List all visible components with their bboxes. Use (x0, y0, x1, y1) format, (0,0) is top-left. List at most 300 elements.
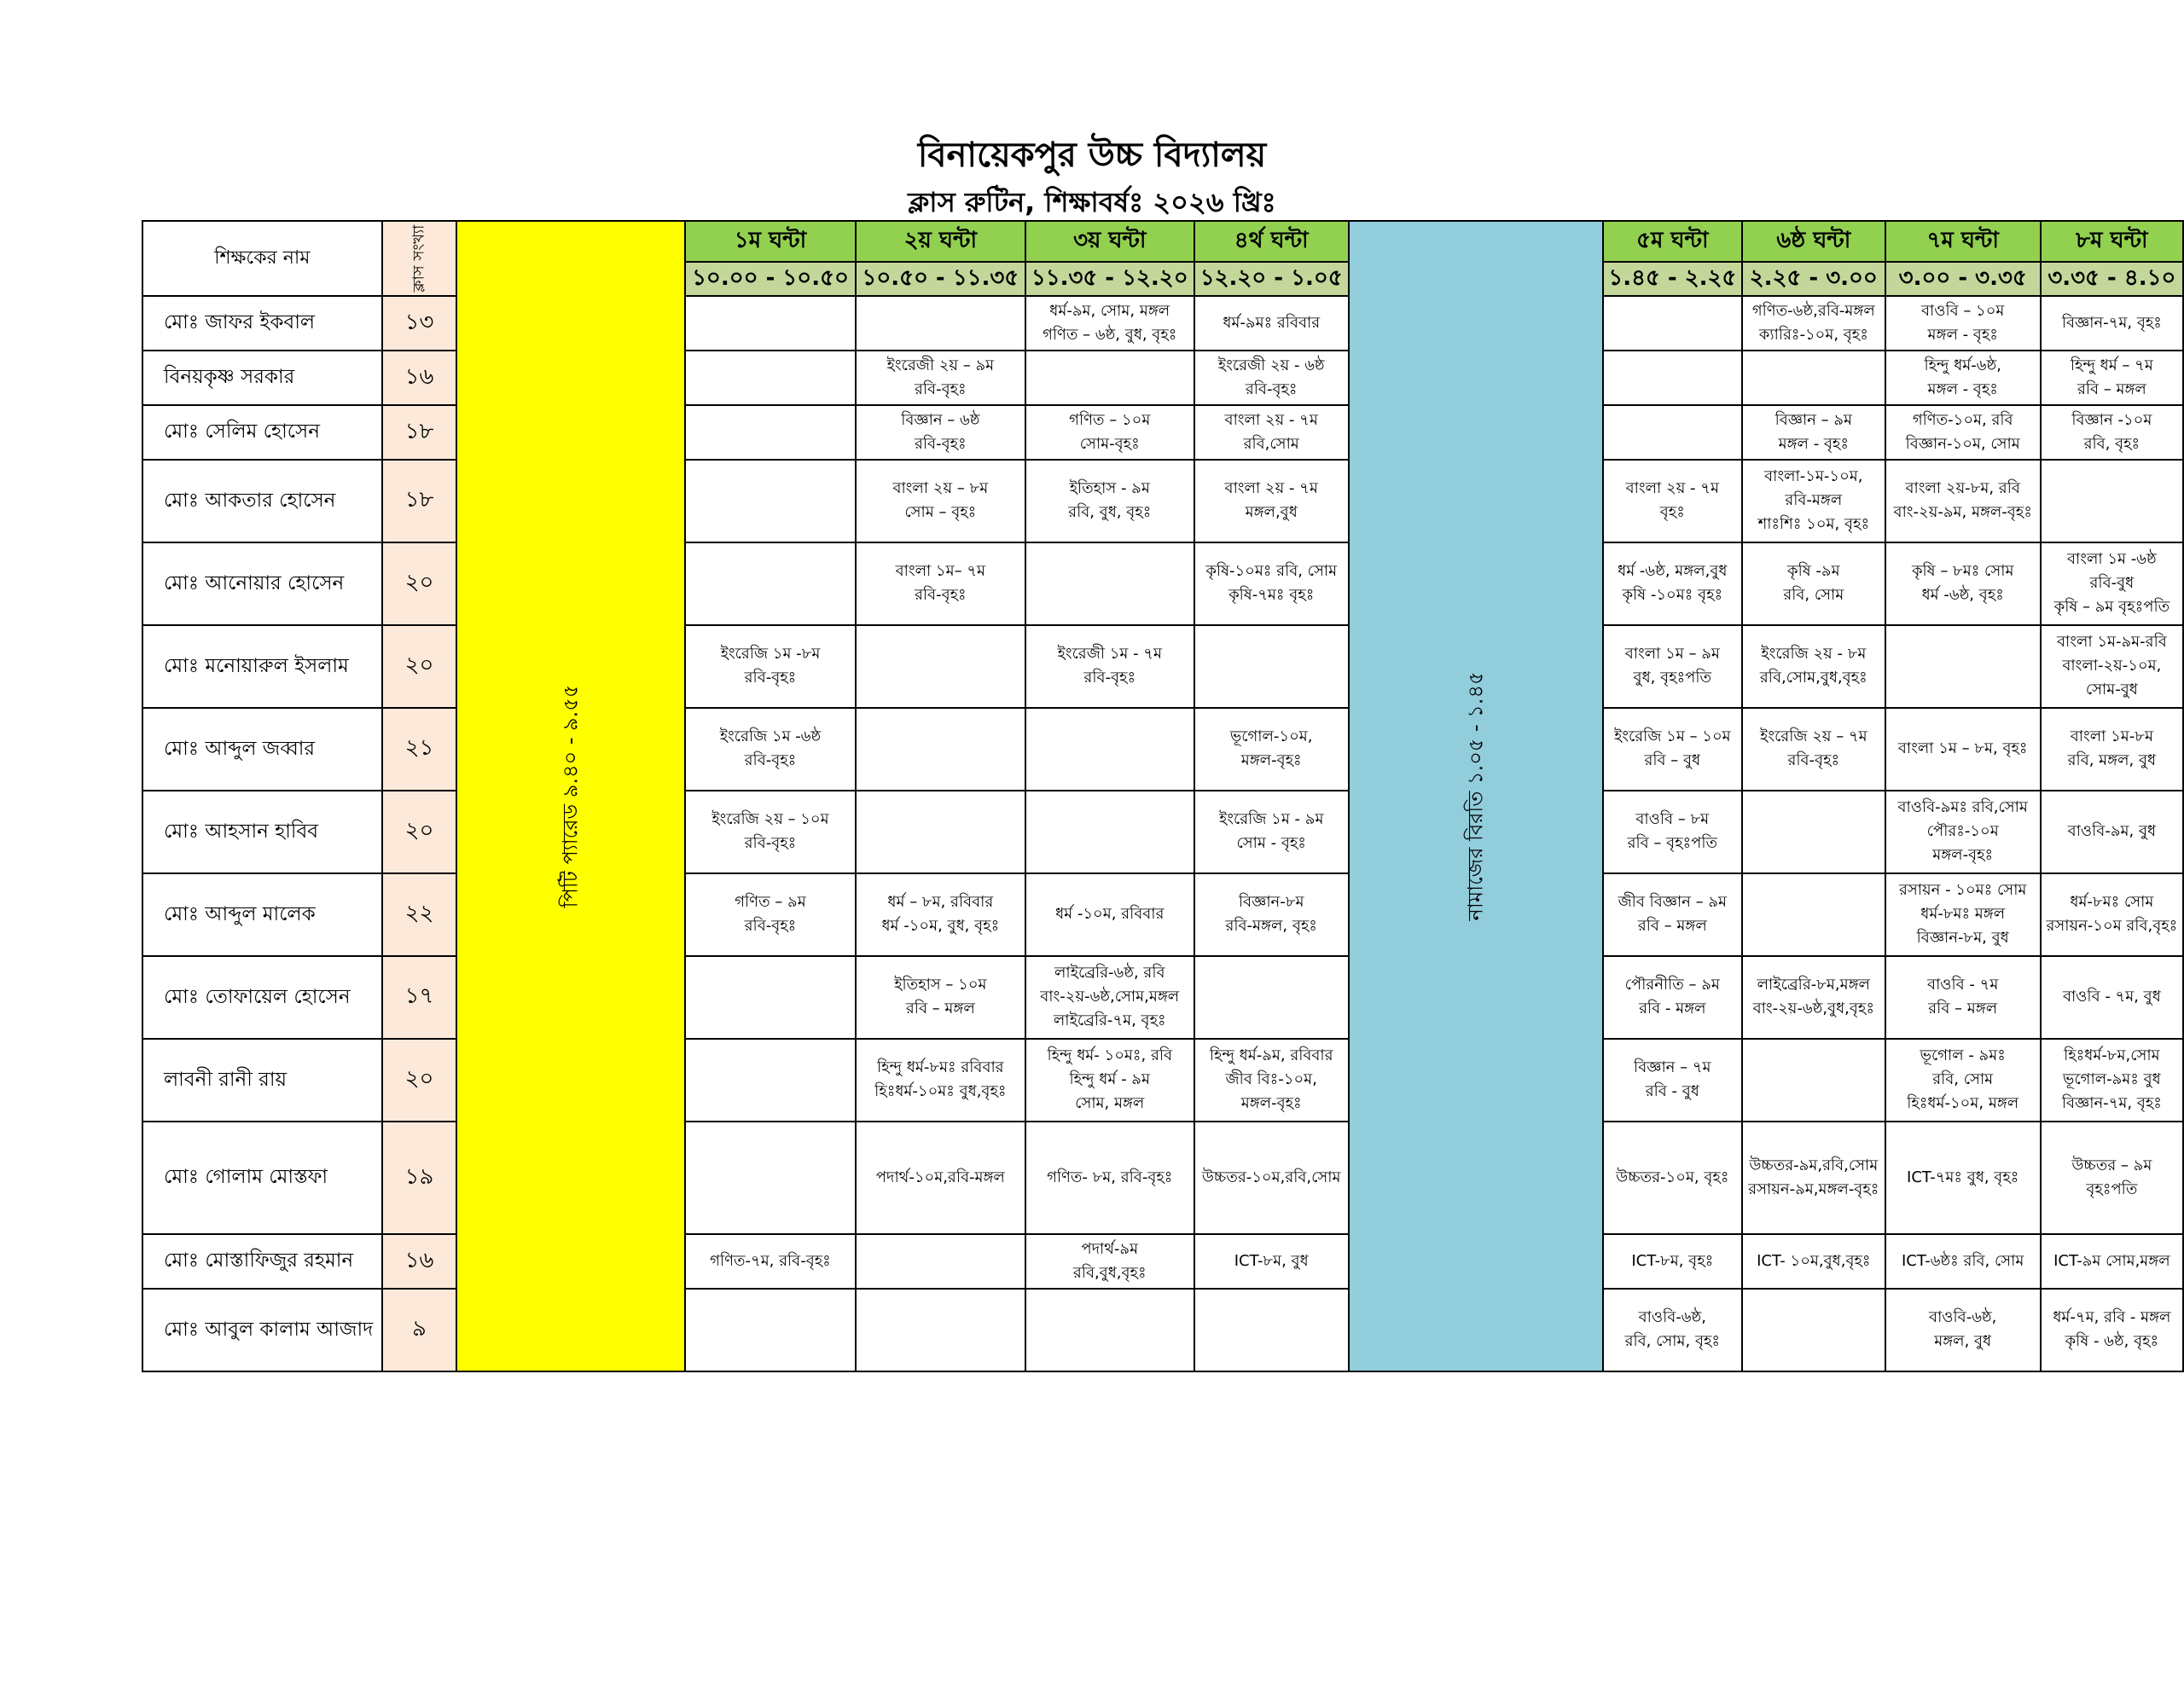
prayer-break-column (1349, 221, 1603, 1371)
schedule-line: রবি-বৃহঃ (1083, 669, 1136, 687)
class-count: ১৮ (382, 460, 456, 542)
schedule-cell (1885, 625, 2041, 708)
period-header: ৩য় ঘন্টা (1025, 221, 1194, 262)
schedule-cell (1025, 542, 1194, 625)
class-count: ২১ (382, 708, 456, 791)
schedule-line: ইংরেজী ১ম - ৭ম (1057, 645, 1162, 664)
teacher-row (142, 460, 2183, 542)
schedule-cell (2041, 1234, 2183, 1289)
schedule-cell (1885, 956, 2041, 1039)
schedule-line: বিজ্ঞান – ৭ম (1634, 1058, 1711, 1077)
schedule-line: বাওবি-৯ম, বুধ (2067, 822, 2157, 841)
schedule-line: মঙ্গল - বৃহঃ (1927, 380, 1998, 398)
schedule-cell (1742, 791, 1885, 873)
teacher-row (142, 1234, 2183, 1289)
period-time: ৩.৩৫ - ৪.১০ (2041, 262, 2183, 296)
schedule-cell (1194, 791, 1349, 873)
schedule-line: রবি – মঙ্গল (1637, 917, 1707, 936)
schedule-cell (1194, 460, 1349, 542)
period-header: ১ম ঘন্টা (685, 221, 856, 262)
teacher-name: লাবনী রানী রায় (142, 1039, 382, 1122)
schedule-line: হিঃধর্ম-১০ম, মঙ্গল (1907, 1094, 2019, 1113)
schedule-cell (685, 708, 856, 791)
schedule-line: ICT-৮ম, বৃহঃ (1631, 1251, 1714, 1270)
schedule-line: ধর্ম -১০ম, রবিবার (1055, 905, 1165, 924)
schedule-cell (1025, 460, 1194, 542)
schedule-cell (1742, 873, 1885, 956)
schedule-line: রসায়ন - ১০মঃ সোম (1899, 881, 2027, 900)
schedule-cell (2041, 873, 2183, 956)
schedule-cell (856, 791, 1025, 873)
period-header: ৪র্থ ঘন্টা (1194, 221, 1349, 262)
schedule-line: ক্যারিঃ-১০ম, বৃহঃ (1758, 325, 1868, 344)
schedule-line: বাওবি – ১০ম (1920, 301, 2005, 320)
teacher-row (142, 873, 2183, 956)
schedule-cell (2041, 708, 2183, 791)
schedule-cell (1885, 296, 2041, 351)
schedule-line: মঙ্গল-বৃহঃ (1240, 751, 1302, 770)
schedule-line: বাংলা ১ম-৮ম (2070, 728, 2153, 746)
schedule-cell (856, 708, 1025, 791)
class-count-header (382, 221, 456, 296)
schedule-cell (2041, 460, 2183, 542)
school-title: বিনায়েকপুর উচ্চ বিদ্যালয় (917, 136, 1267, 175)
schedule-line: হিন্দু ধর্ম-৮মঃ রবিবার (877, 1058, 1004, 1077)
schedule-cell (685, 873, 856, 956)
schedule-line: উচ্চতর-১০ম,রবি,সোম (1201, 1168, 1341, 1186)
schedule-line: বিজ্ঞান – ৬ষ্ঠ (901, 410, 980, 429)
teacher-name: মোঃ আনোয়ার হোসেন (142, 542, 382, 625)
teacher-row (142, 542, 2183, 625)
teacher-row (142, 296, 2183, 351)
schedule-cell (1194, 873, 1349, 956)
schedule-line: রবি,বুধ,বৃহঃ (1072, 1263, 1147, 1282)
schedule-line: রবি-বৃহঃ (915, 586, 967, 605)
schedule-line: বাং-২য়-৬ষ্ঠ,সোম,মঙ্গল (1040, 988, 1180, 1006)
schedule-line: হিন্দু ধর্ম - ৯ম (1069, 1070, 1150, 1089)
schedule-cell (1603, 296, 1742, 351)
schedule-line: রবি-বুধ (2089, 574, 2135, 593)
period-time: ১২.২০ - ১.০৫ (1194, 262, 1349, 296)
schedule-cell (685, 1234, 856, 1289)
schedule-line: ইংরেজী ২য় - ৬ষ্ঠ (1217, 356, 1325, 374)
schedule-line: কৃষি-১০মঃ রবি, সোম (1205, 562, 1338, 581)
schedule-cell (1742, 1122, 1885, 1234)
schedule-cell (856, 873, 1025, 956)
schedule-cell (1194, 1289, 1349, 1371)
schedule-line: রবি-বৃহঃ (1787, 751, 1840, 770)
schedule-line: বাংলা ২য় – ৮ম (892, 479, 989, 498)
class-count: ২০ (382, 1039, 456, 1122)
class-count: ২০ (382, 791, 456, 873)
schedule-cell (1025, 1234, 1194, 1289)
schedule-line: বাওবি-৯মঃ রবি,সোম (1897, 798, 2028, 817)
schedule-line: উচ্চতর-১০ম, বৃহঃ (1616, 1168, 1729, 1186)
schedule-cell (1194, 405, 1349, 460)
schedule-line: রবি-মঙ্গল, বৃহঃ (1225, 917, 1317, 936)
period-header: ৫ম ঘন্টা (1603, 221, 1742, 262)
schedule-line: হিন্দু ধর্ম-৬ষ্ঠ, (1924, 356, 2001, 374)
schedule-cell (856, 405, 1025, 460)
schedule-cell (1025, 296, 1194, 351)
schedule-line: পৌরঃ-১০ম (1926, 822, 1999, 841)
schedule-line: ICT-৭মঃ বুধ, বৃহঃ (1907, 1168, 2019, 1186)
schedule-cell (685, 1289, 856, 1371)
schedule-line: ইংরেজি ১ম – ১০ম (1613, 728, 1731, 746)
schedule-cell (1742, 1234, 1885, 1289)
schedule-line: মঙ্গল-বৃহঃ (1932, 846, 1994, 865)
schedule-cell (1194, 1234, 1349, 1289)
schedule-line: কৃষি-৭মঃ বৃহঃ (1228, 586, 1315, 605)
schedule-line: মঙ্গল-বৃহঃ (1240, 1094, 1302, 1113)
schedule-line: সোম – বৃহঃ (904, 503, 977, 522)
schedule-line: উচ্চতর – ৯ম (2071, 1156, 2152, 1174)
schedule-cell (1025, 351, 1194, 405)
schedule-line: গণিত-৬ষ্ঠ,রবি-মঙ্গল (1751, 301, 1875, 320)
teacher-name: মোঃ আব্দুল জব্বার (142, 708, 382, 791)
schedule-cell (1603, 1122, 1742, 1234)
schedule-line: রবি,সোম (1243, 434, 1299, 453)
schedule-cell (1603, 351, 1742, 405)
period-header: ৬ষ্ঠ ঘন্টা (1742, 221, 1885, 262)
schedule-line: বাওবি – ৮ম (1635, 810, 1710, 829)
schedule-cell (685, 405, 856, 460)
schedule-line: বুধ, বৃহঃপতি (1633, 669, 1712, 687)
schedule-line: কৃষি - ৬ষ্ঠ, বৃহঃ (2065, 1332, 2159, 1351)
teacher-name: মোঃ জাফর ইকবাল (142, 296, 382, 351)
teacher-name: মোঃ আকতার হোসেন (142, 460, 382, 542)
schedule-line: বাংলা ১ম-৯ম-রবি (2056, 633, 2167, 652)
schedule-cell (1025, 1289, 1194, 1371)
schedule-cell (1885, 405, 2041, 460)
schedule-line: গণিত- ৮ম, রবি-বৃহঃ (1047, 1168, 1173, 1186)
schedule-line: রবি-বৃহঃ (744, 751, 797, 770)
schedule-line: বিজ্ঞান-৮ম (1238, 893, 1304, 912)
schedule-line: বাং-২য়-৯ম, মঙ্গল-বৃহঃ (1893, 503, 2032, 522)
schedule-cell (1885, 1289, 2041, 1371)
schedule-line: ইতিহাস – ১০ম (894, 976, 987, 994)
class-count: ১৯ (382, 1122, 456, 1234)
schedule-cell (1025, 791, 1194, 873)
schedule-line: বিজ্ঞান-৮ম, বুধ (1916, 929, 2009, 948)
schedule-line: জীব বিঃ-১০ম, (1225, 1070, 1317, 1089)
teacher-name: মোঃ মোস্তাফিজুর রহমান (142, 1234, 382, 1289)
class-count-header-label: ক্লাস সংখ্যা (410, 224, 428, 293)
schedule-line: রবি-বৃহঃ (915, 380, 967, 398)
teacher-row (142, 708, 2183, 791)
schedule-line: হিন্দু ধর্ম-৯ম, রবিবার (1209, 1046, 1333, 1065)
schedule-line: জীব বিজ্ঞান – ৯ম (1618, 893, 1728, 912)
schedule-line: রবি-মঙ্গল (1785, 491, 1843, 510)
class-count: ২২ (382, 873, 456, 956)
schedule-line: সোম-বৃহঃ (1079, 434, 1140, 453)
class-routine-table (142, 220, 2184, 1372)
schedule-line: মঙ্গল,বুধ (1245, 503, 1298, 522)
schedule-line: রবি-বৃহঃ (744, 834, 797, 853)
period-time: ১০.৫০ - ১১.৩৫ (856, 262, 1025, 296)
schedule-line: মঙ্গল - বৃহঃ (1927, 325, 1998, 344)
schedule-cell (1025, 708, 1194, 791)
schedule-line: ধর্ম -৬ষ্ঠ, মঙ্গল,বুধ (1618, 562, 1728, 581)
class-count: ৯ (382, 1289, 456, 1371)
schedule-line: গণিত-১০ম, রবি (1912, 410, 2013, 429)
schedule-line: সোম, মঙ্গল (1075, 1094, 1145, 1113)
class-count: ১৭ (382, 956, 456, 1039)
schedule-cell (1194, 708, 1349, 791)
schedule-cell (1885, 1122, 2041, 1234)
schedule-line: বিজ্ঞান-৭ম, বৃহঃ (2061, 1094, 2162, 1113)
schedule-line: কৃষি -৯ম (1787, 562, 1840, 581)
schedule-cell (1742, 708, 1885, 791)
class-count: ২০ (382, 625, 456, 708)
schedule-cell (856, 625, 1025, 708)
schedule-cell (856, 1122, 1025, 1234)
schedule-line: বাওবি - ৭ম (1927, 976, 1999, 994)
schedule-line: বাওবি-৬ষ্ঠ, (1638, 1308, 1706, 1327)
schedule-line: গণিত – ১০ম (1069, 410, 1151, 429)
schedule-line: বাংলা ২য় - ৭ম (1224, 479, 1318, 498)
schedule-line: ICT-৯ম সোম,মঙ্গল (2053, 1251, 2170, 1270)
schedule-cell (1194, 1122, 1349, 1234)
schedule-cell (1742, 542, 1885, 625)
schedule-cell (685, 542, 856, 625)
schedule-cell (1194, 542, 1349, 625)
schedule-line: ধর্ম-৮মঃ সোম (2070, 893, 2154, 912)
teacher-name: মোঃ গোলাম মোস্তফা (142, 1122, 382, 1234)
schedule-line: বিজ্ঞান-৭ম, বৃহঃ (2061, 313, 2162, 332)
schedule-line: বাংলা ২য় - ৭ম (1224, 410, 1318, 429)
schedule-line: সোম - বৃহঃ (1236, 834, 1306, 853)
schedule-cell (2041, 405, 2183, 460)
schedule-line: রবি-বৃহঃ (915, 434, 967, 453)
schedule-cell (1742, 625, 1885, 708)
schedule-line: রবি, সোম (1783, 586, 1844, 605)
schedule-line: হিঃধর্ম-৮ম,সোম (2064, 1046, 2160, 1065)
schedule-line: বৃহঃ (1659, 503, 1685, 522)
schedule-line: ইংরেজি ২য় - ৮ম (1761, 645, 1867, 664)
schedule-line: লাইব্রেরি-৬ষ্ঠ, রবি (1054, 964, 1165, 983)
schedule-line: রবি - মঙ্গল (1639, 1000, 1706, 1018)
schedule-cell (1603, 405, 1742, 460)
schedule-line: রবি-বৃহঃ (744, 917, 797, 936)
schedule-line: হিন্দু ধর্ম – ৭ম (2070, 356, 2153, 374)
schedule-line: রবি – বুধ (1644, 751, 1701, 770)
schedule-cell (1742, 351, 1885, 405)
schedule-line: মঙ্গল - বৃহঃ (1778, 434, 1849, 453)
schedule-line: রবি, বুধ, বৃহঃ (1068, 503, 1152, 522)
schedule-cell (1603, 956, 1742, 1039)
schedule-cell (856, 542, 1025, 625)
schedule-cell (2041, 351, 2183, 405)
class-count: ২০ (382, 542, 456, 625)
schedule-line: রবি - বুধ (1645, 1082, 1699, 1101)
routine-subtitle: ক্লাস রুটিন, শিক্ষাবর্ষঃ ২০২৬ খ্রিঃ (908, 186, 1276, 218)
schedule-cell (856, 956, 1025, 1039)
schedule-cell (685, 1039, 856, 1122)
schedule-cell (2041, 1289, 2183, 1371)
schedule-line: বৃহঃপতি (2086, 1180, 2138, 1198)
schedule-line: পদার্থ-১০ম,রবি-মঙ্গল (875, 1168, 1005, 1186)
schedule-cell (1603, 791, 1742, 873)
teacher-row (142, 791, 2183, 873)
schedule-cell (1025, 1039, 1194, 1122)
schedule-cell (2041, 791, 2183, 873)
schedule-line: বিজ্ঞান – ৯ম (1774, 410, 1853, 429)
schedule-line: ইংরেজি ১ম -৬ষ্ঠ (719, 728, 822, 746)
schedule-line: রবি, সোম, বৃহঃ (1624, 1332, 1721, 1351)
class-count: ১৮ (382, 405, 456, 460)
schedule-line: কৃষি -১০মঃ বৃহঃ (1622, 586, 1723, 605)
schedule-line: রবি, সোম (1932, 1070, 1994, 1089)
schedule-line: ধর্ম – ৮ম, রবিবার (887, 893, 994, 912)
schedule-line: ধর্ম-৯মঃ রবিবার (1223, 313, 1321, 332)
schedule-line: ইংরেজি ১ম - ৯ম (1218, 810, 1324, 829)
teacher-name: মোঃ সেলিম হোসেন (142, 405, 382, 460)
schedule-line: রবি – মঙ্গল (905, 1000, 975, 1018)
schedule-line: রসায়ন-১০ম রবি,বৃহঃ (2046, 917, 2178, 936)
schedule-cell (1603, 1234, 1742, 1289)
schedule-line: রবি – বৃহঃপতি (1627, 834, 1718, 853)
schedule-cell (1603, 625, 1742, 708)
schedule-line: ধর্ম-৯ম, সোম, মঙ্গল (1049, 301, 1170, 320)
schedule-cell (685, 296, 856, 351)
schedule-cell (1025, 956, 1194, 1039)
schedule-line: বিজ্ঞান-১০ম, সোম (1905, 434, 2020, 453)
schedule-line: গণিত – ৬ষ্ঠ, বুধ, বৃহঃ (1043, 325, 1177, 344)
schedule-cell (1603, 542, 1742, 625)
schedule-line: ইংরেজি ২য় – ১০ম (712, 810, 829, 829)
schedule-line: গণিত – ৯ম (735, 893, 806, 912)
schedule-line: ICT- ১০ম,বুধ,বৃহঃ (1757, 1251, 1871, 1270)
teacher-row (142, 1039, 2183, 1122)
schedule-cell (685, 351, 856, 405)
schedule-line: রসায়ন-৯ম,মঙ্গল-বৃহঃ (1748, 1180, 1879, 1198)
period-time: ২.২৫ - ৩.০০ (1742, 262, 1885, 296)
teacher-name-header: শিক্ষকের নাম (142, 221, 382, 296)
teacher-row (142, 625, 2183, 708)
schedule-cell (1603, 1039, 1742, 1122)
schedule-cell (856, 460, 1025, 542)
schedule-cell (685, 956, 856, 1039)
schedule-cell (1603, 460, 1742, 542)
period-time: ১১.৩৫ - ১২.২০ (1025, 262, 1194, 296)
schedule-cell (1603, 708, 1742, 791)
schedule-line: শাঃশিঃ ১০ম, বৃহঃ (1757, 515, 1870, 534)
schedule-cell (685, 1122, 856, 1234)
schedule-line: লাইব্রেরি-৭ম, বৃহঃ (1053, 1012, 1166, 1030)
schedule-line: ICT-৮ম, বুধ (1234, 1251, 1309, 1270)
schedule-cell (1885, 542, 2041, 625)
schedule-line: কৃষি – ৮মঃ সোম (1911, 562, 2014, 581)
schedule-line: বাংলা-২য়-১০ম, (2062, 657, 2162, 675)
schedule-cell (1885, 351, 2041, 405)
schedule-line: রবি, বৃহঃ (2083, 434, 2140, 453)
teacher-name: মোঃ তোফায়েল হোসেন (142, 956, 382, 1039)
teacher-row (142, 405, 2183, 460)
schedule-cell (1194, 351, 1349, 405)
schedule-line: পদার্থ-৯ম (1081, 1239, 1139, 1258)
class-count: ১৩ (382, 296, 456, 351)
schedule-cell (2041, 1039, 2183, 1122)
schedule-line: বাংলা ১ম -৬ষ্ঠ (2067, 550, 2157, 569)
schedule-cell (856, 1289, 1025, 1371)
assembly-label: পিটি প্যারেড ৯.৪০ - ৯.৫৫ (558, 684, 583, 908)
schedule-line: ধর্ম-৭ম, রবি - মঙ্গল (2053, 1308, 2171, 1327)
schedule-line: রবি,সোম,বুধ,বৃহঃ (1759, 669, 1867, 687)
period-time: ১০.০০ - ১০.৫০ (685, 262, 856, 296)
schedule-line: কৃষি – ৯ম বৃহঃপতি (2053, 598, 2170, 617)
schedule-cell (1603, 1289, 1742, 1371)
schedule-cell (1194, 296, 1349, 351)
schedule-cell (1025, 873, 1194, 956)
schedule-cell (1885, 791, 2041, 873)
teacher-name: বিনয়কৃষ্ণ সরকার (142, 351, 382, 405)
schedule-cell (1742, 1289, 1885, 1371)
period-time: ৩.০০ - ৩.৩৫ (1885, 262, 2041, 296)
schedule-line: বিজ্ঞান -১০ম (2071, 410, 2152, 429)
schedule-cell (1025, 625, 1194, 708)
schedule-line: ইংরেজি ১ম -৮ম (720, 645, 821, 664)
schedule-line: পৌরনীতি – ৯ম (1624, 976, 1720, 994)
period-time: ১.৪৫ - ২.২৫ (1603, 262, 1742, 296)
schedule-line: ভূগোল-১০ম, (1229, 728, 1313, 746)
schedule-line: বাওবি-৬ষ্ঠ, (1929, 1308, 1997, 1327)
schedule-cell (1603, 873, 1742, 956)
schedule-line: বাংলা ১ম – ৯ম (1624, 645, 1720, 664)
teacher-name: মোঃ মনোয়ারুল ইসলাম (142, 625, 382, 708)
schedule-line: ইংরেজি ২য় – ৭ম (1759, 728, 1867, 746)
period-header: ৮ম ঘন্টা (2041, 221, 2183, 262)
schedule-cell (685, 460, 856, 542)
teacher-row (142, 351, 2183, 405)
teacher-name: মোঃ আহসান হাবিব (142, 791, 382, 873)
schedule-line: বাওবি - ৭ম, বুধ (2062, 988, 2161, 1006)
schedule-line: বাংলা ২য় - ৭ম (1625, 479, 1719, 498)
schedule-line: ইতিহাস - ৯ম (1069, 479, 1150, 498)
schedule-line: ভূগোল-৯মঃ বুধ (2063, 1070, 2161, 1089)
schedule-line: রবি – মঙ্গল (2077, 380, 2146, 398)
period-header: ৭ম ঘন্টা (1885, 221, 2041, 262)
schedule-cell (1025, 405, 1194, 460)
schedule-line: ICT-৬ষ্ঠঃ রবি, সোম (1902, 1251, 2024, 1270)
schedule-cell (1742, 1039, 1885, 1122)
schedule-line: বাংলা ১ম– ৭ম (895, 562, 986, 581)
schedule-line: উচ্চতর-৯ম,রবি,সোম (1749, 1156, 1879, 1174)
schedule-line: গণিত-৭ম, রবি-বৃহঃ (710, 1251, 831, 1270)
schedule-line: রবি-বৃহঃ (1245, 380, 1298, 398)
schedule-line: হিন্দু ধর্ম- ১০মঃ, রবি (1047, 1046, 1173, 1065)
schedule-cell (2041, 625, 2183, 708)
schedule-cell (1742, 405, 1885, 460)
class-count: ১৬ (382, 1234, 456, 1289)
schedule-line: সোম-বুধ (2085, 681, 2138, 699)
schedule-cell (1885, 708, 2041, 791)
teacher-row (142, 1122, 2183, 1234)
schedule-cell (1194, 956, 1349, 1039)
schedule-line: লাইব্রেরি-৮ম,মঙ্গল (1757, 976, 1870, 994)
schedule-cell (856, 1039, 1025, 1122)
schedule-line: বাংলা-১ম-১০ম, (1764, 467, 1863, 486)
schedule-line: রবি-বৃহঃ (744, 669, 797, 687)
assembly-column (456, 221, 685, 1371)
schedule-line: ধর্ম -৬ষ্ঠ, বৃহঃ (1921, 586, 2004, 605)
schedule-line: বাংলা ১ম – ৮ম, বৃহঃ (1897, 739, 2028, 758)
schedule-cell (1885, 1234, 2041, 1289)
schedule-cell (1742, 296, 1885, 351)
schedule-cell (2041, 956, 2183, 1039)
schedule-cell (685, 625, 856, 708)
period-header: ২য় ঘন্টা (856, 221, 1025, 262)
